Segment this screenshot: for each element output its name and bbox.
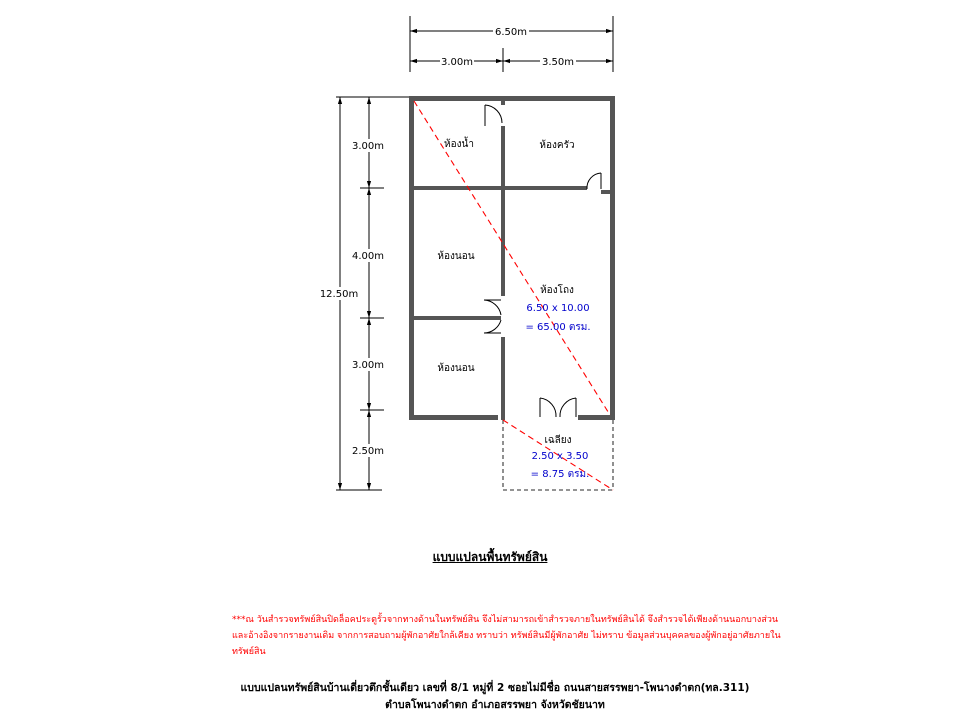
dim-seg3: 3.00m <box>351 360 385 371</box>
property-address <box>0 680 960 714</box>
plan-title: แบบแปลนพื้นทรัพย์สิน <box>432 550 548 564</box>
room-hall-label: ห้องโถง <box>540 285 574 296</box>
hall-area-value: = 65.00 ตรม. <box>525 322 591 333</box>
survey-note: ***ณ วันสำรวจทรัพย์สินปิดล็อคประตูรั้วจากทางด้านในทรัพย์สิน จึงไม่สามารถเข้าสำรวจภายในทรัพย์สินได้ จึงสำรวจได้เพียงด้านนอกบางส่วนและอ้างอิงจากรายงานเดิม จากการสอบถามผู้พักอาศัยใกล้เคียง ทราบว่า ทรัพย์สินมีผู้พักอาศัย ไม่ทราบ ข้อมูลส่วนบุคคลของผู้พักอยู่อาศัยภายในทรัพย์สิน <box>232 615 781 657</box>
dim-width-right: 3.50m <box>541 57 575 68</box>
room-bathroom-label: ห้องน้ำ <box>444 139 474 150</box>
room-kitchen-label: ห้องครัว <box>539 140 575 151</box>
hall-area-calc: 6.50 x 10.00 <box>526 303 590 314</box>
dim-seg4: 2.50m <box>351 446 385 457</box>
room-porch-label: เฉลียง <box>544 435 572 446</box>
room-bedroom2-label: ห้องนอน <box>437 363 475 374</box>
dim-seg2: 4.00m <box>351 251 385 262</box>
dim-total-width: 6.50m <box>494 27 528 38</box>
dim-seg1: 3.00m <box>351 141 385 152</box>
address-line-1: แบบแปลนทรัพย์สินบ้านเดี่ยวตึกชั้นเดียว เลขที่ 8/1 หมู่ที่ 2 ซอยไม่มีชื่อ ถนนสายสรรพยา-โพนางดำตก(ทล.311) <box>240 682 750 694</box>
address-line-2: ตำบลโพนางดำตก อำเภอสรรพยา จังหวัดชัยนาท <box>385 699 605 711</box>
area-diagonals <box>414 101 613 490</box>
porch-area-value: = 8.75 ตรม. <box>530 469 590 480</box>
dim-total-depth: 12.50m <box>319 289 359 300</box>
porch-area-calc: 2.50 x 3.50 <box>531 451 589 462</box>
room-bedroom1-label: ห้องนอน <box>437 251 475 262</box>
dim-width-left: 3.00m <box>440 57 474 68</box>
